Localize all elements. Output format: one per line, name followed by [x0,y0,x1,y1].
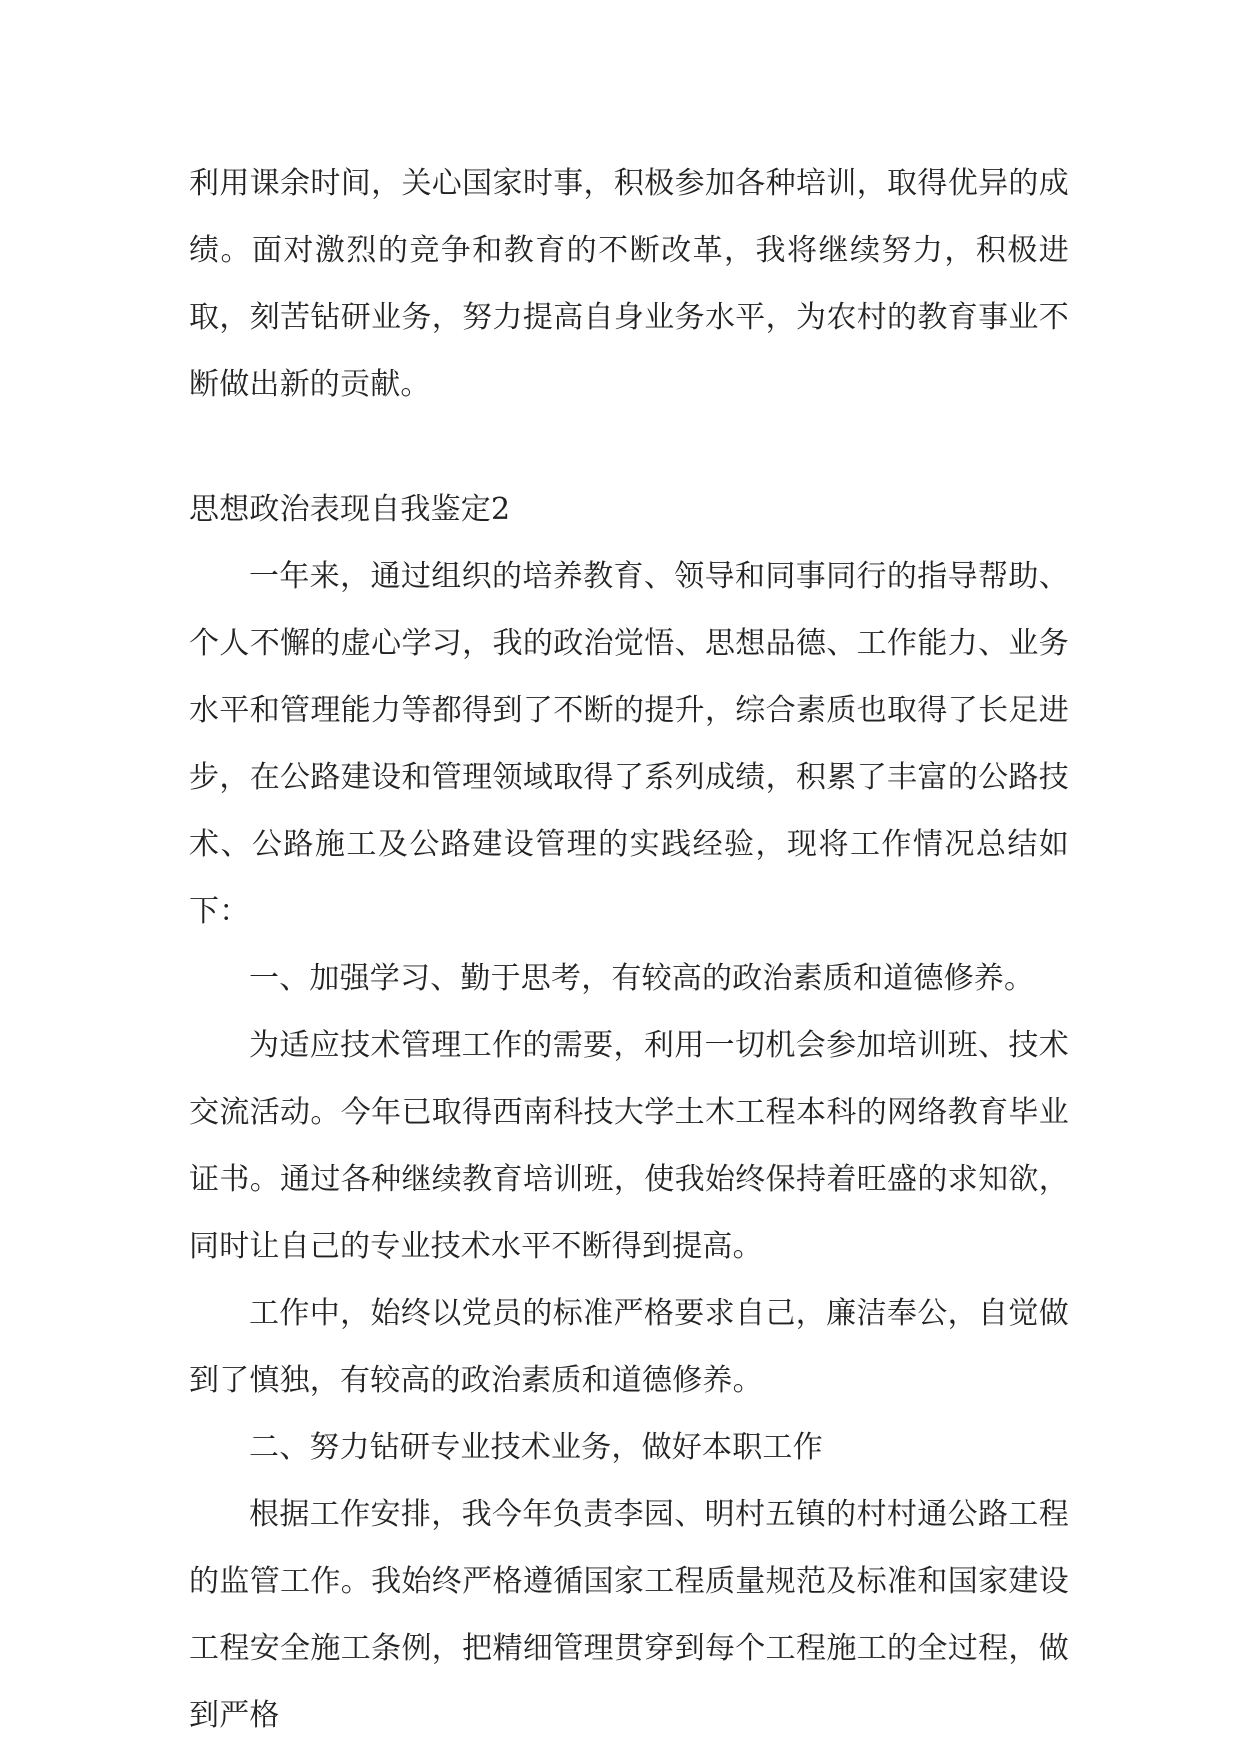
heading-work: 二、努力钻研专业技术业务，做好本职工作 [249,1430,823,1465]
intro-paragraph: 利用课余时间，关心国家时事，积极参加各种培训，取得优异的成绩。面对激烈的竞争和教育的不断改革，我将继续努力，积极进取，刻苦钻研业务，努力提高自身业务水平，为农村的教育事业不断做出新的贡献。 [189,166,1069,402]
paragraph-overview: 一年来，通过组织的培养教育、领导和同事同行的指导帮助、个人不懈的虚心学习，我的政治觉悟、思想品德、工作能力、业务水平和管理能力等都得到了不断的提升，综合素质也取得了长足进步，在公路建设和管理领域取得了系列成绩，积累了丰富的公路技术、公路施工及公路建设管理的实践经验，现将工作情况总结如下： [189,559,1069,929]
paragraph-project: 根据工作安排，我今年负责李园、明村五镇的村村通公路工程的监管工作。我始终严格遵循国家工程质量规范及标准和国家建设工程安全施工条例，把精细管理贯穿到每个工程施工的全过程，做到严格 [189,1497,1069,1733]
body-text [189,543,1069,1749]
section-title: 思想政治表现自我鉴定2 [189,492,511,527]
paragraph-conduct: 工作中，始终以党员的标准严格要求自己，廉洁奉公，自觉做到了慎独，有较高的政治素质和道德修养。 [189,1296,1069,1398]
heading-study: 一、加强学习、勤于思考，有较高的政治素质和道德修养。 [249,961,1035,996]
paragraph-training: 为适应技术管理工作的需要，利用一切机会参加培训班、技术交流活动。今年已取得西南科技大学土木工程本科的网络教育毕业证书。通过各种继续教育培训班，使我始终保持着旺盛的求知欲，同时让自己的专业技术水平不断得到提高。 [189,1028,1069,1264]
